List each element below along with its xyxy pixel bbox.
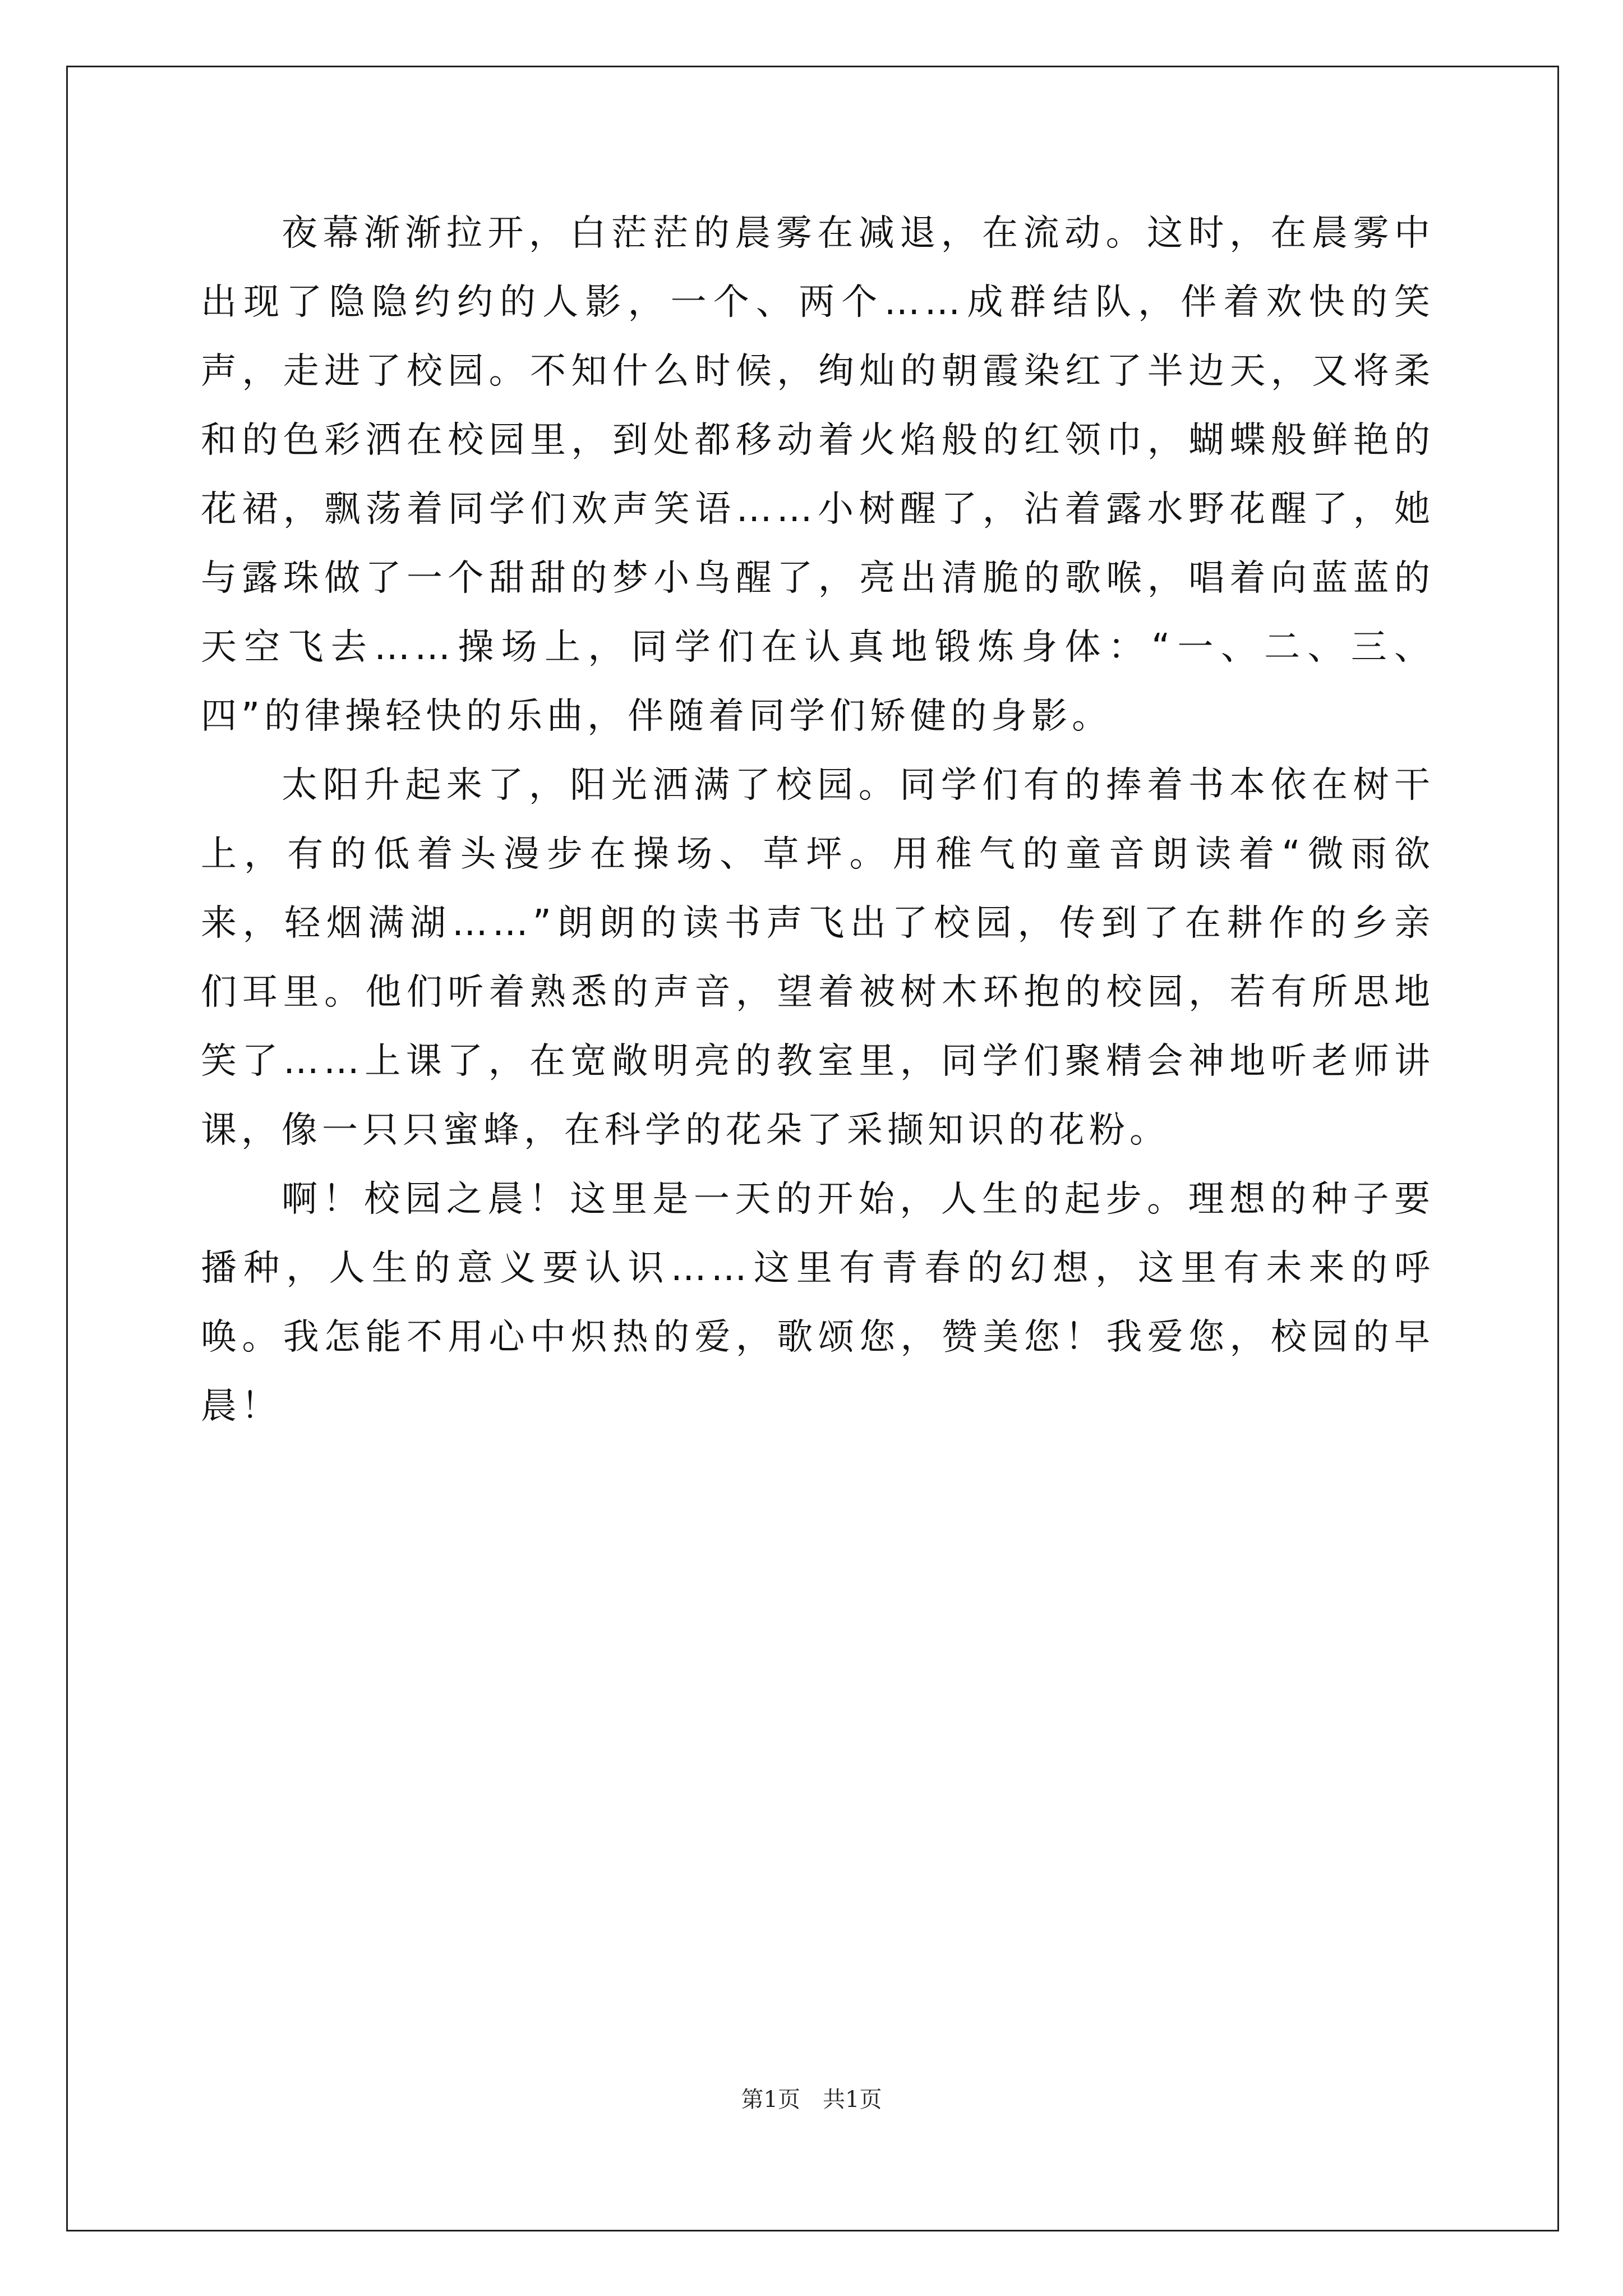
page-footer: 第1页 共1页 bbox=[741, 2087, 882, 2113]
document-body bbox=[201, 199, 1435, 1441]
paragraph-3: 啊！校园之晨！这里是一天的开始，人生的起步。理想的种子要播种，人生的意义要认识……这里有青春的幻想，这里有未来的呼唤。我怎能不用心中炽热的爱，歌颂您，赞美您！我爱您，校园的早晨！ bbox=[201, 1179, 1435, 1427]
paragraph-1: 夜幕渐渐拉开，白茫茫的晨雾在减退，在流动。这时，在晨雾中出现了隐隐约约的人影，一个、两个……成群结队，伴着欢快的笑声，走进了校园。不知什么时候，绚灿的朝霞染红了半边天，又将柔和的色彩洒在校园里，到处都移动着火焰般的红领巾，蝴蝶般鲜艳的花裙，飘荡着同学们欢声笑语……小树醒了，沾着露水野花醒了，她与露珠做了一个甜甜的梦小鸟醒了，亮出清脆的歌喉，唱着向蓝蓝的天空飞去……操场上，同学们在认真地锻炼身体：“一、二、三、四”的律操轻快的乐曲，伴随着同学们矫健的身影。 bbox=[201, 213, 1435, 737]
paragraph-2: 太阳升起来了，阳光洒满了校园。同学们有的捧着书本依在树干上，有的低着头漫步在操场、草坪。用稚气的童音朗读着“微雨欲来，轻烟满湖……”朗朗的读书声飞出了校园，传到了在耕作的乡亲们耳里。他们听着熟悉的声音，望着被树木环抱的校园，若有所思地笑了……上课了，在宽敞明亮的教室里，同学们聚精会神地听老师讲课，像一只只蜜蜂，在科学的花朵了采撷知识的花粉。 bbox=[201, 765, 1435, 1151]
